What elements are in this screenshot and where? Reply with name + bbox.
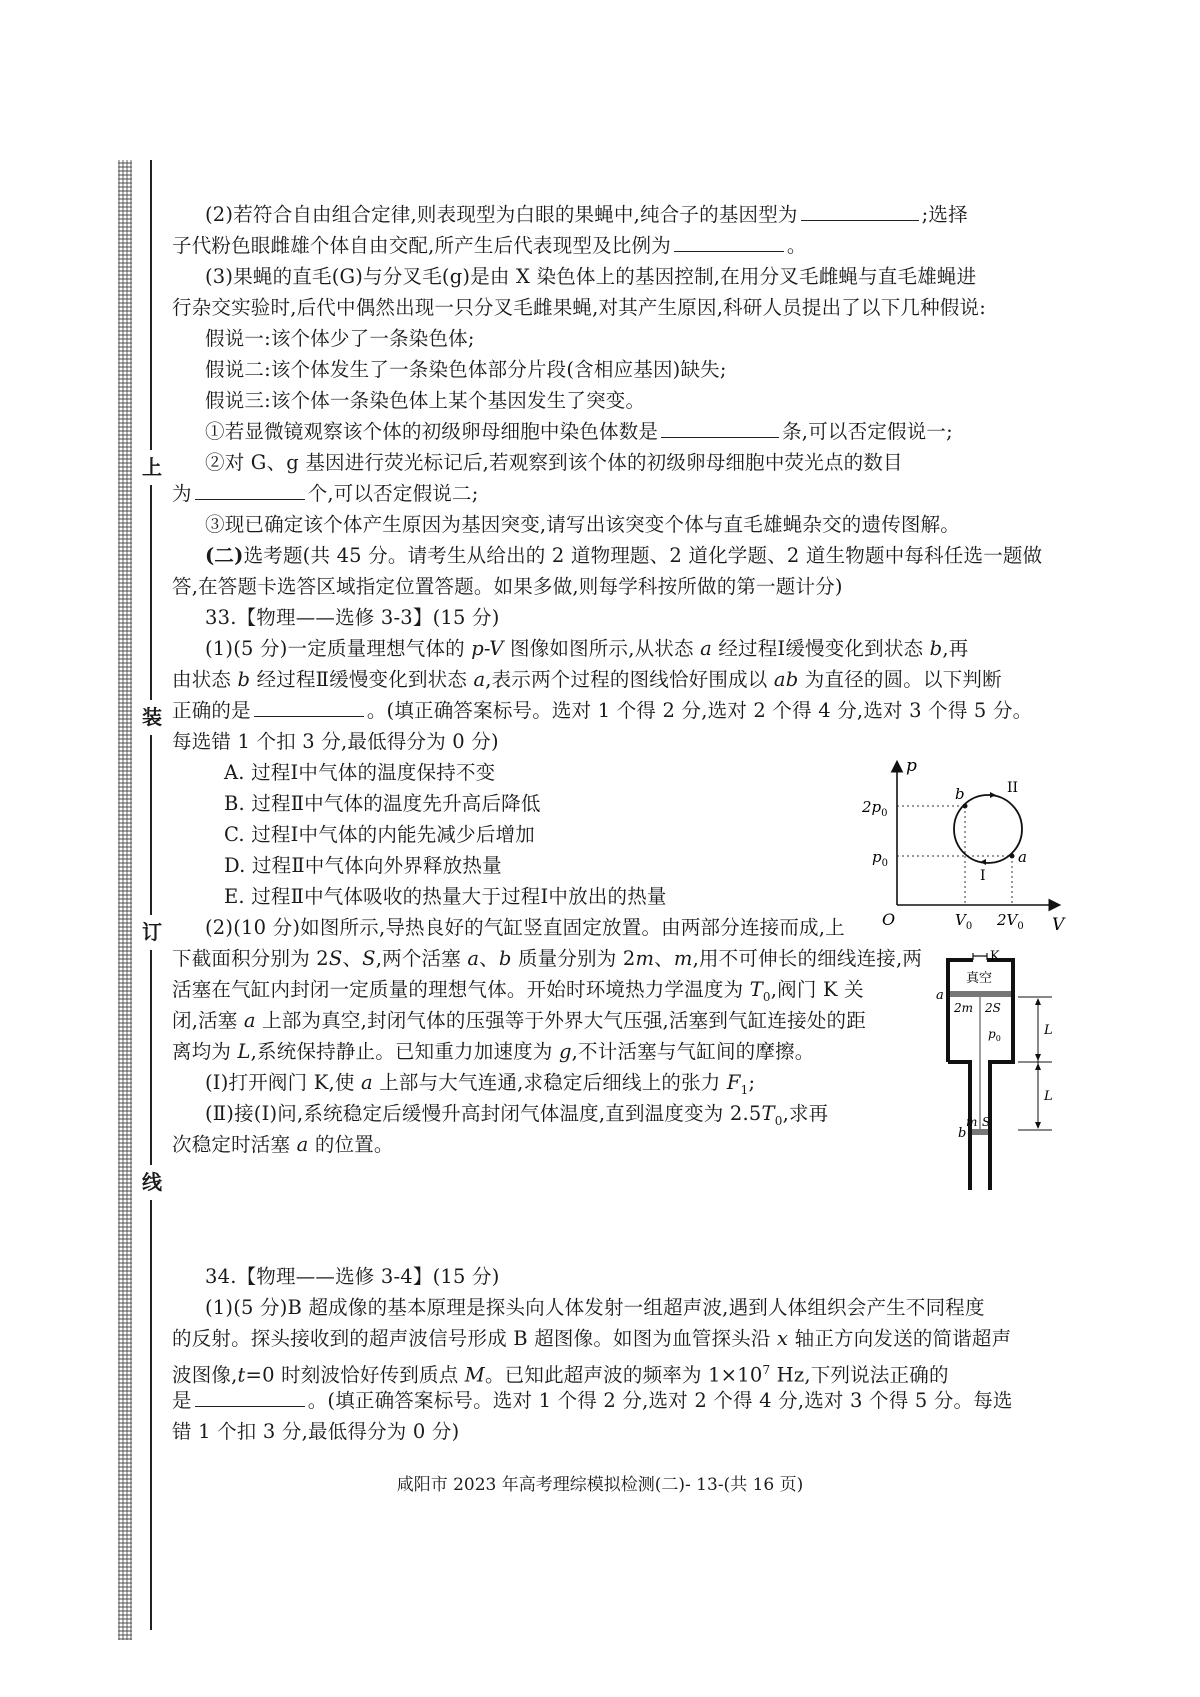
binding-line (150, 485, 152, 700)
q34-line5: 错 1 个扣 3 分,最低得分为 0 分) (172, 1420, 460, 1443)
binding-char-shang: 上 (142, 455, 162, 479)
hypothesis-1: 假说一:该个体少了一条染色体; (205, 327, 475, 350)
tick-v0: $V_0$ (955, 911, 973, 932)
answer-blank[interactable] (195, 1386, 305, 1407)
q33-p2-line3: 活塞在气缸内封闭一定质量的理想气体。开始时环境热力学温度为 $T_0$,阀门 K 关 (172, 978, 864, 1004)
option-a: A. 过程Ⅰ中气体的温度保持不变 (224, 761, 496, 784)
valve-label: K (990, 950, 1000, 964)
cylinder-diagram (930, 950, 1070, 1195)
bio-q3-sub1: ①若显微镜观察该个体的初级卵母细胞中染色体数是 条,可以否定假说一; (205, 417, 953, 447)
hypothesis-2: 假说二:该个体发生了一条染色体部分片段(含相应基因)缺失; (205, 358, 727, 381)
binding-line (150, 735, 152, 915)
pressure-label: $p_0$ (988, 1027, 1001, 1043)
v-axis-label: V (1052, 915, 1065, 935)
bio-q2-line2: 子代粉色眼雌雄个体自由交配,所产生后代表现型及比例为 。 (172, 231, 807, 261)
state-b-point (963, 804, 968, 809)
length-label-1: L (1044, 1023, 1053, 1038)
q33-p1-line3: 正确的是 。(填正确答案标号。选对 1 个得 2 分,选对 2 个得 4 分,选对 3 个得 5 分。 (172, 696, 1032, 726)
q34-line4: 是 。(填正确答案标号。选对 1 个得 2 分,选对 2 个得 4 分,选对 3 个得 5 分。每选 (172, 1386, 1013, 1416)
elective-line2: 答,在答题卡选答区域指定位置答题。如果多做,则每学科按所做的第一题计分) (172, 575, 843, 598)
bio-q3-sub2-line2: 为 个,可以否定假说二; (172, 479, 478, 509)
answer-blank[interactable] (661, 417, 779, 438)
p-axis-label: p (906, 756, 917, 776)
binding-char-zhuang: 装 (142, 705, 162, 729)
option-b: B. 过程Ⅱ中气体的温度先升高后降低 (224, 792, 541, 815)
tick-2v0: $2V_0$ (997, 911, 1024, 932)
q33-p2-sub2: (Ⅱ)接(Ⅰ)问,系统稳定后缓慢升高封闭气体温度,直到温度变为 $2.5T_0$,求再 (205, 1102, 829, 1128)
hypothesis-3: 假说三:该个体一条染色体上某个基因发生了突变。 (205, 389, 646, 412)
label-a: a (1018, 848, 1027, 866)
vacuum-label: 真空 (966, 971, 993, 986)
arrow-process-2 (990, 792, 996, 798)
q33-p2-line2: 下截面积分别为 2S、S,两个活塞 a、b 质量分别为 2m、m,用不可伸长的细线连接,两 (172, 947, 923, 970)
mass-a-label: 2m (954, 1001, 974, 1015)
answer-blank[interactable] (674, 231, 784, 252)
elective-heading: (二)选考题(共 45 分。请考生从给出的 2 道物理题、2 道化学题、2 道生物题中每科任选一题做 (205, 544, 1043, 567)
pv-diagram (860, 755, 1070, 935)
binding-line (150, 950, 152, 1165)
q33-p1-line2: 由状态 b 经过程Ⅱ缓慢变化到状态 a,表示两个过程的图线恰好围成以 ab 为直径的圆。以下判断 (172, 668, 1002, 691)
q33-p2-line1: (2)(10 分)如图所示,导热良好的气缸竖直固定放置。由两部分连接而成,上 (205, 916, 845, 939)
tick-2p0: $2p_0$ (862, 798, 888, 819)
bio-q3-line1: (3)果蝇的直毛(G)与分叉毛(g)是由 X 染色体上的基因控制,在用分叉毛雌蝇与直毛雄蝇进 (205, 265, 977, 288)
state-a-point (1010, 854, 1015, 859)
piston-b (972, 1129, 988, 1135)
label-process-1: I (980, 868, 986, 884)
answer-blank[interactable] (195, 479, 305, 500)
q33-p1-line4: 每选错 1 个扣 3 分,最低得分为 0 分) (172, 730, 499, 753)
q33-p2-sub2-cont: 次稳定时活塞 a 的位置。 (172, 1133, 394, 1156)
q34-line1: (1)(5 分)B 超成像的基本原理是探头向人体发射一组超声波,遇到人体组织会产生不同程度 (205, 1296, 985, 1319)
arrow-process-1 (980, 859, 986, 865)
q33-p2-line5: 离均为 L,系统保持静止。已知重力加速度为 g,不计活塞与气缸间的摩擦。 (172, 1040, 815, 1063)
valve-k (973, 953, 987, 960)
q34-line3: 波图像,t=0 时刻波恰好传到质点 M。已知此超声波的频率为 $1\times 10^7$ Hz,下列说法正确的 (172, 1363, 949, 1387)
q34-title: 34.【物理——选修 3-4】(15 分) (205, 1265, 500, 1288)
area-a-label: 2S (985, 1001, 1001, 1015)
option-c: C. 过程Ⅰ中气体的内能先减少后增加 (224, 823, 535, 846)
bio-q3-sub3: ③现已确定该个体产生原因为基因突变,请写出该突变个体与直毛雄蝇杂交的遗传图解。 (205, 513, 960, 536)
answer-blank[interactable] (801, 200, 919, 221)
tick-p0: $p_0$ (872, 848, 888, 869)
binding-char-ding: 订 (142, 920, 162, 944)
piston-a-label: a (936, 988, 944, 1003)
binding-margin-pattern (118, 160, 132, 1640)
bio-q2-line1: (2)若符合自由组合定律,则表现型为白眼的果蝇中,纯合子的基因型为 ;选择 (205, 200, 968, 230)
q34-line2: 的反射。探头接收到的超声波信号形成 B 超图像。如图为血管探头沿 x 轴正方向发送的简谐超声 (172, 1327, 1012, 1350)
piston-a (950, 991, 1011, 997)
origin-label: O (882, 910, 896, 929)
binding-char-xian: 线 (142, 1170, 162, 1194)
bio-q3-line2: 行杂交实验时,后代中偶然出现一只分叉毛雌果蝇,对其产生原因,科研人员提出了以下几种假说: (172, 296, 986, 319)
mass-b-label: m (966, 1115, 978, 1129)
q33-p2-sub1: (Ⅰ)打开阀门 K,使 a 上部与大气连通,求稳定后细线上的张力 $F_1$; (205, 1071, 756, 1097)
binding-line (150, 160, 152, 450)
bio-q3-sub2-line1: ②对 G、g 基因进行荧光标记后,若观察到该个体的初级卵母细胞中荧光点的数目 (205, 451, 903, 474)
length-label-2: L (1044, 1089, 1053, 1104)
q33-p1-line1: (1)(5 分)一定质量理想气体的 p-V 图像如图所示,从状态 a 经过程Ⅰ缓慢变化到状态 b,再 (205, 637, 969, 660)
answer-blank[interactable] (254, 696, 364, 717)
option-e: E. 过程Ⅱ中气体吸收的热量大于过程Ⅰ中放出的热量 (224, 885, 667, 908)
q33-title: 33.【物理——选修 3-3】(15 分) (205, 606, 500, 629)
page-footer: 咸阳市 2023 年高考理综模拟检测(二)- 13-(共 16 页) (396, 1475, 804, 1495)
binding-line (150, 1200, 152, 1630)
piston-b-label: b (958, 1126, 967, 1141)
label-process-2: II (1007, 780, 1019, 796)
q33-p2-line4: 闭,活塞 a 上部为真空,封闭气体的压强等于外界大气压强,活塞到气缸连接处的距 (172, 1009, 866, 1032)
area-b-label: S (982, 1115, 991, 1129)
label-b: b (955, 785, 965, 803)
option-d: D. 过程Ⅱ中气体向外界释放热量 (224, 854, 502, 877)
